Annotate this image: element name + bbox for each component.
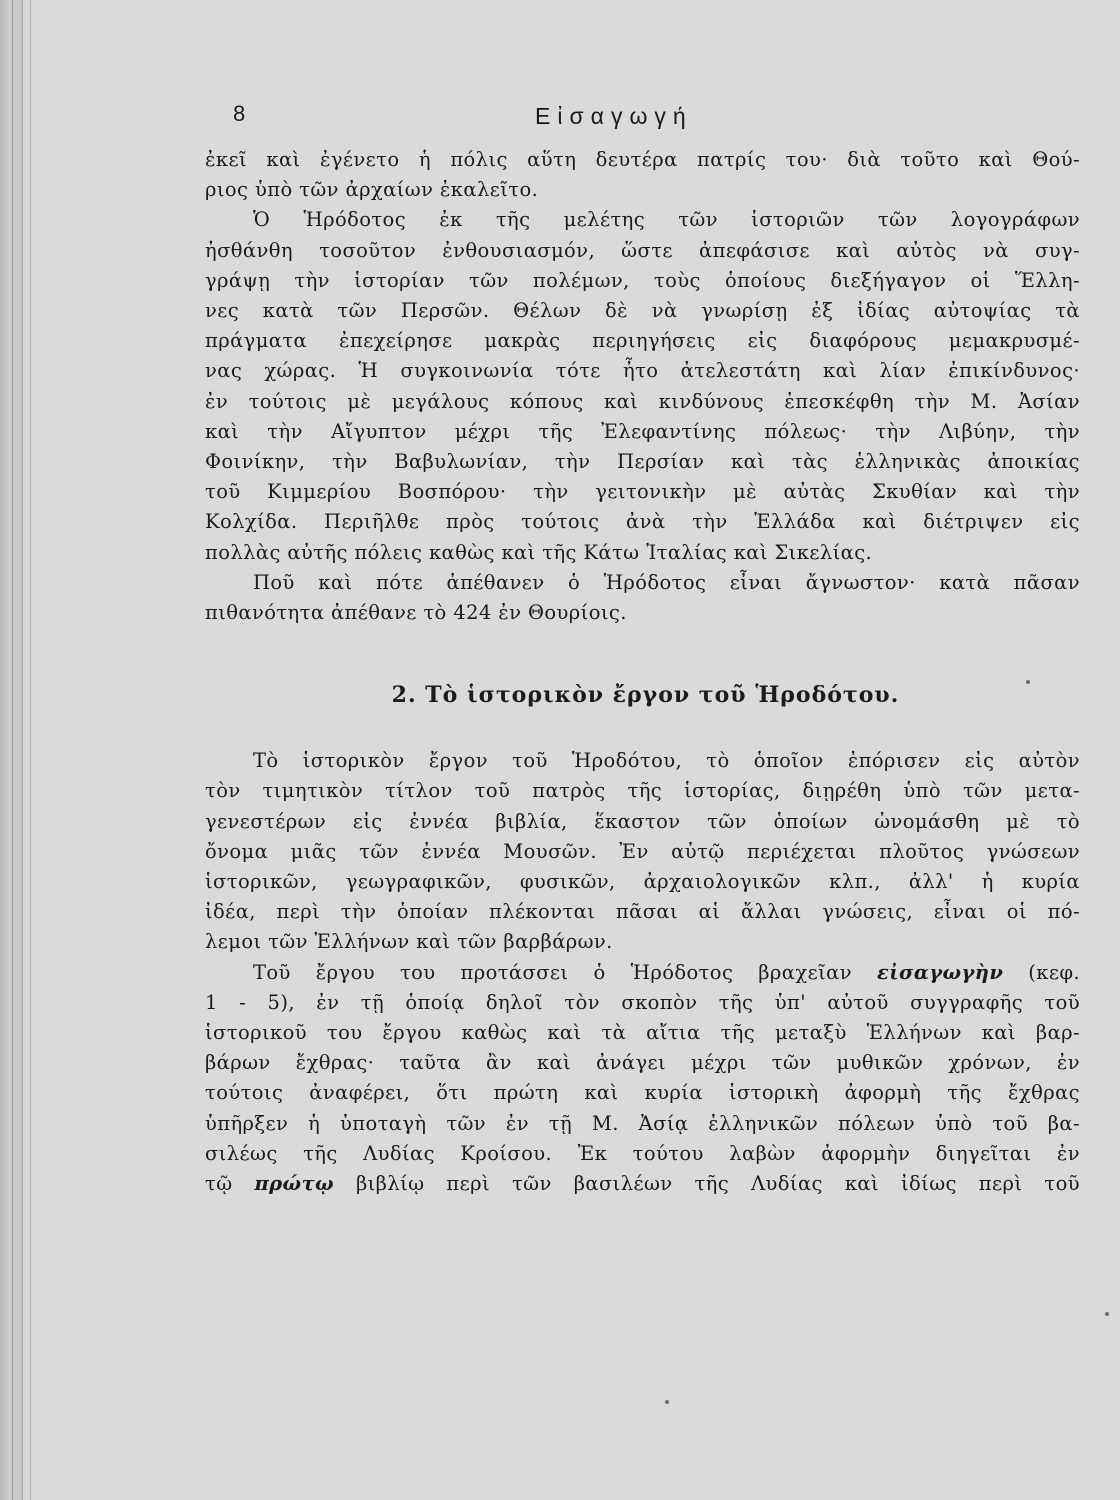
emphasized-term: εἰσαγωγὴν	[876, 960, 1004, 984]
paragraph	[205, 145, 1080, 205]
text-line: ἐκεῖ καὶ ἐγένετο ἡ πόλις αὕτη δευτέρα πατρίς του· διὰ τοῦτο καὶ Θού-	[205, 148, 1080, 171]
page-header	[205, 95, 1080, 145]
paper-speck	[665, 1400, 669, 1404]
text-line: Ποῦ καὶ πότε ἀπέθανεν ὁ Ἡρόδοτος εἶναι ἄγνωστον· κατὰ πᾶσαν	[253, 570, 1080, 594]
text-line: πολλὰς αὐτῆς πόλεις καθὼς καὶ τῆς Κάτω Ἰταλίας καὶ Σικελίας.	[205, 540, 873, 564]
paper-speck	[1026, 680, 1030, 684]
text-line: ἰδέα, περὶ τὴν ὁποίαν πλέκονται πᾶσαι αἱ ἄλλαι γνώσεις, εἶναι οἱ πό-	[205, 900, 1080, 924]
text-run: τῷ	[205, 1172, 233, 1196]
text-line: νες κατὰ τῶν Περσῶν. Θέλων δὲ νὰ γνωρίσῃ ἐξ ἰδίας αὐτοψίας τὰ	[205, 299, 1080, 323]
emphasized-term: πρώτῳ	[254, 1172, 334, 1196]
text-line: ὑπῆρξεν ἡ ὑποταγὴ τῶν ἐν τῇ Μ. Ἀσίᾳ ἑλληνικῶν πόλεων ὑπὸ τοῦ βα-	[205, 1111, 1080, 1135]
text-line: γράψῃ τὴν ἱστορίαν τῶν πολέμων, τοὺς ὁποίους διεξήγαγον οἱ Ἕλλη-	[205, 268, 1080, 292]
running-head: Εἰσαγωγή	[535, 103, 693, 129]
text-line	[205, 958, 1080, 988]
text-line: γενεστέρων εἰς ἐννέα βιβλία, ἕκαστον τῶν ὁποίων ὠνομάσθη μὲ τὸ	[205, 809, 1080, 833]
text-line: 1 - 5), ἐν τῇ ὁποίᾳ δηλοῖ τὸν σκοπὸν τῆς ὑπ' αὐτοῦ συγγραφῆς τοῦ	[205, 990, 1080, 1014]
text-line: ἱστορικῶν, γεωγραφικῶν, φυσικῶν, ἀρχαιολογικῶν κλπ., ἀλλ' ἡ κυρία	[205, 870, 1080, 894]
text-run: βιβλίῳ περὶ τῶν βασιλέων τῆς Λυδίας καὶ ἰδίως περὶ τοῦ	[355, 1172, 1080, 1196]
text-line: Τὸ ἱστορικὸν ἔργον τοῦ Ἡροδότου, τὸ ὁποῖον ἐπόρισεν εἰς αὐτὸν	[253, 749, 1080, 773]
text-line: ἠσθάνθη τοσοῦτον ἐνθουσιασμόν, ὥστε ἀπεφάσισε καὶ αὐτὸς νὰ συγ-	[205, 238, 1080, 262]
text-line: Κολχίδα. Περιῆλθε πρὸς τούτοις ἀνὰ τὴν Ἑλλάδα καὶ διέτριψεν εἰς	[205, 510, 1080, 534]
text-line: ὄνομα μιᾶς τῶν ἐννέα Μουσῶν. Ἐν αὐτῷ περιέχεται πλοῦτος γνώσεων	[205, 839, 1080, 863]
section-heading: 2. Τὸ ἱστορικὸν ἔργον τοῦ Ἡροδότου.	[391, 682, 900, 709]
paragraph	[205, 958, 1080, 1200]
page-edge-line	[12, 0, 13, 1500]
text-line: καὶ τὴν Αἴγυπτον μέχρι τῆς Ἐλεφαντίνης πόλεως· τὴν Λιβύην, τὴν	[205, 419, 1080, 443]
text-line: ἐν τούτοις μὲ μεγάλους κόπους καὶ κινδύνους ἐπεσκέφθη τὴν Μ. Ἀσίαν	[205, 389, 1080, 413]
text-line: ἱστορικοῦ του ἔργου καθὼς καὶ τὰ αἴτια τῆς μεταξὺ Ἑλλήνων καὶ βαρ-	[205, 1021, 1080, 1045]
text-line: σιλέως τῆς Λυδίας Κροίσου. Ἐκ τούτου λαβὼν ἀφορμὴν διηγεῖται ἐν	[205, 1141, 1080, 1165]
text-line: λεμοι τῶν Ἑλλήνων καὶ τῶν βαρβάρων.	[205, 930, 613, 954]
paper-speck	[1105, 1312, 1109, 1316]
text-line: νας χώρας. Ἡ συγκοινωνία τότε ἦτο ἀτελεστάτη καὶ λίαν ἐπικίνδυνος·	[205, 359, 1080, 383]
text-run: (κεφ.	[1028, 960, 1080, 984]
page-number: 8	[233, 101, 246, 126]
paragraph	[205, 568, 1080, 628]
page-edge-line	[30, 0, 31, 1500]
text-line: πράγματα ἐπεχείρησε μακρὰς περιηγήσεις εἰς διαφόρους μεμακρυσμέ-	[205, 329, 1080, 353]
text-line: Φοινίκην, τὴν Βαβυλωνίαν, τὴν Περσίαν καὶ τὰς ἑλληνικὰς ἀποικίας	[205, 450, 1080, 474]
text-line	[205, 1169, 1080, 1199]
text-line: ριος ὑπὸ τῶν ἀρχαίων ἐκαλεῖτο.	[205, 178, 539, 202]
text-line: Ὁ Ἡρόδοτος ἐκ τῆς μελέτης τῶν ἱστοριῶν τῶν λογογράφων	[253, 208, 1080, 232]
text-line: τοῦ Κιμμερίου Βοσπόρου· τὴν γειτονικὴν μὲ αὐτὰς Σκυθίαν καὶ τὴν	[205, 480, 1080, 504]
paragraph	[205, 205, 1080, 567]
text-run: Τοῦ ἔργου του προτάσσει ὁ Ἡρόδοτος βραχεῖαν	[253, 960, 852, 984]
text-line: πιθανότητα ἀπέθανε τὸ 424 ἐν Θουρίοις.	[205, 601, 627, 625]
text-line: τὸν τιμητικὸν τίτλον τοῦ πατρὸς τῆς ἱστορίας, διῃρέθη ὑπὸ τῶν μετα-	[205, 779, 1080, 803]
page-content	[205, 95, 1080, 1199]
text-line: βάρων ἔχθρας· ταῦτα ἂν καὶ ἀνάγει μέχρι τῶν μυθικῶν χρόνων, ἐν	[205, 1051, 1080, 1075]
paragraph	[205, 746, 1080, 957]
text-line: τούτοις ἀναφέρει, ὅτι πρώτη καὶ κυρία ἱστορικὴ ἀφορμὴ τῆς ἔχθρας	[205, 1081, 1080, 1105]
